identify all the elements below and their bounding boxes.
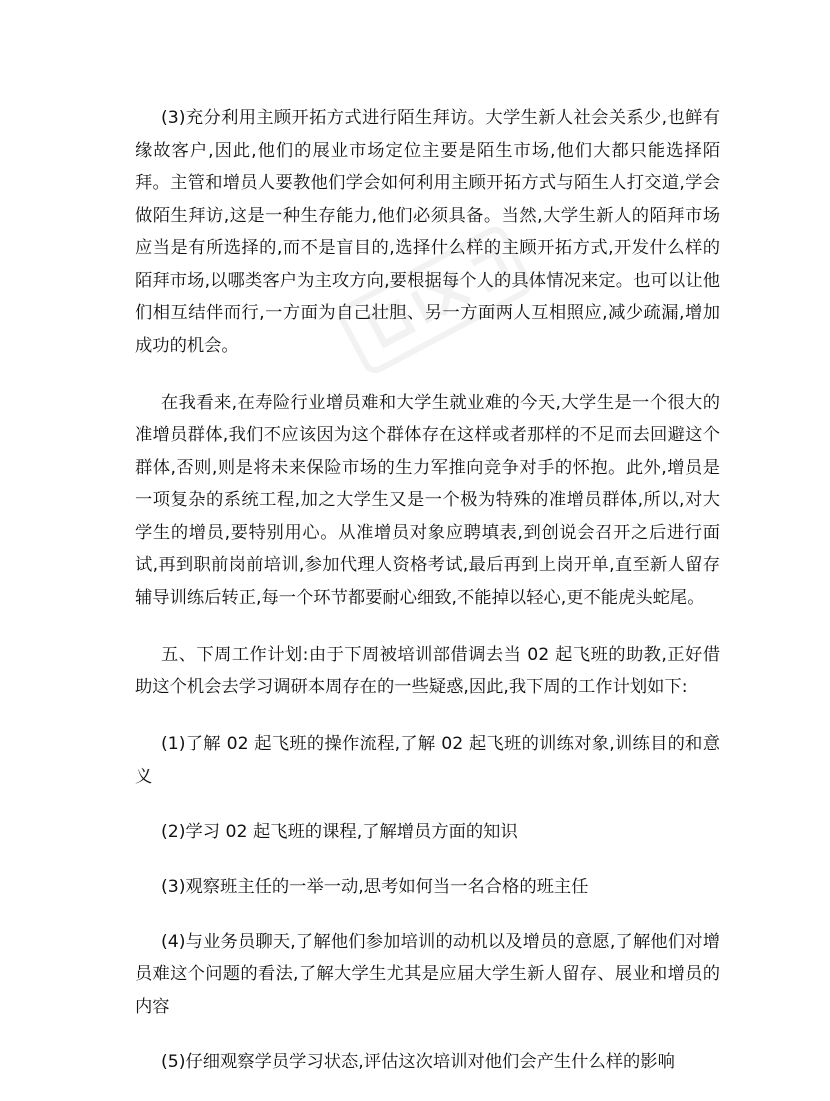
- plan-item-1: (1)了解 02 起飞班的操作流程,了解 02 起飞班的训练对象,训练目的和意义: [135, 734, 720, 787]
- paragraph-college-recruitment: 在我看来,在寿险行业增员难和大学生就业难的今天,大学生是一个很大的准增员群体,我们不应该因为这个群体存在这样或者那样的不足而去回避这个群体,否则,则是将未来保险市场的生力军推向竞争对手的怀抱。此外,增员是一项复杂的系统工程,加之大学生又是一个极为特殊的准增员群体,所以,对大学生的增员,要特别用心。从准增员对象应聘填表,到创说会召开之后进行面试,再到职前岗前培训,参加代理人资格考试,最后再到上岗开单,直至新人留存辅导训练后转正,每一个环节都要耐心细致,不能掉以轻心,更不能虎头蛇尾。: [135, 392, 720, 608]
- plan-item-5: (5)仔细观察学员学习状态,评估这次培训对他们会产生什么样的影响: [161, 1051, 675, 1072]
- paragraph-cold-visit: (3)充分利用主顾开拓方式进行陌生拜访。大学生新人社会关系少,也鲜有缘故客户,因此,他们的展业市场定位主要是陌生市场,他们大都只能选择陌拜。主管和增员人要教他们学会如何利用主顾开拓方式与陌生人打交道,学会做陌生拜访,这是一种生存能力,他们必须具备。当然,大学生新人的陌拜市场应当是有所选择的,而不是盲目的,选择什么样的主顾开拓方式,开发什么样的陌拜市场,以哪类客户为主攻方向,要根据每个人的具体情况来定。也可以让他们相互结伴而行,一方面为自己壮胆、另一方面两人互相照应,减少疏漏,增加成功的机会。: [135, 108, 720, 356]
- plan-item-3: (3)观察班主任的一举一动,思考如何当一名合格的班主任: [161, 876, 589, 897]
- plan-item-4: (4)与业务员聊天,了解他们参加培训的动机以及增员的意愿,了解他们对增员难这个问题的看法,了解大学生尤其是应届大学生新人留存、展业和增员的内容: [135, 931, 720, 1017]
- document-body: [135, 102, 720, 1101]
- plan-item-2: (2)学习 02 起飞班的课程,了解增员方面的知识: [161, 821, 518, 842]
- paragraph-next-week-plan: 五、下周工作计划:由于下周被培训部借调去当 02 起飞班的助教,正好借助这个机会去学习调研本周存在的一些疑惑,因此,我下周的工作计划如下:: [135, 644, 720, 697]
